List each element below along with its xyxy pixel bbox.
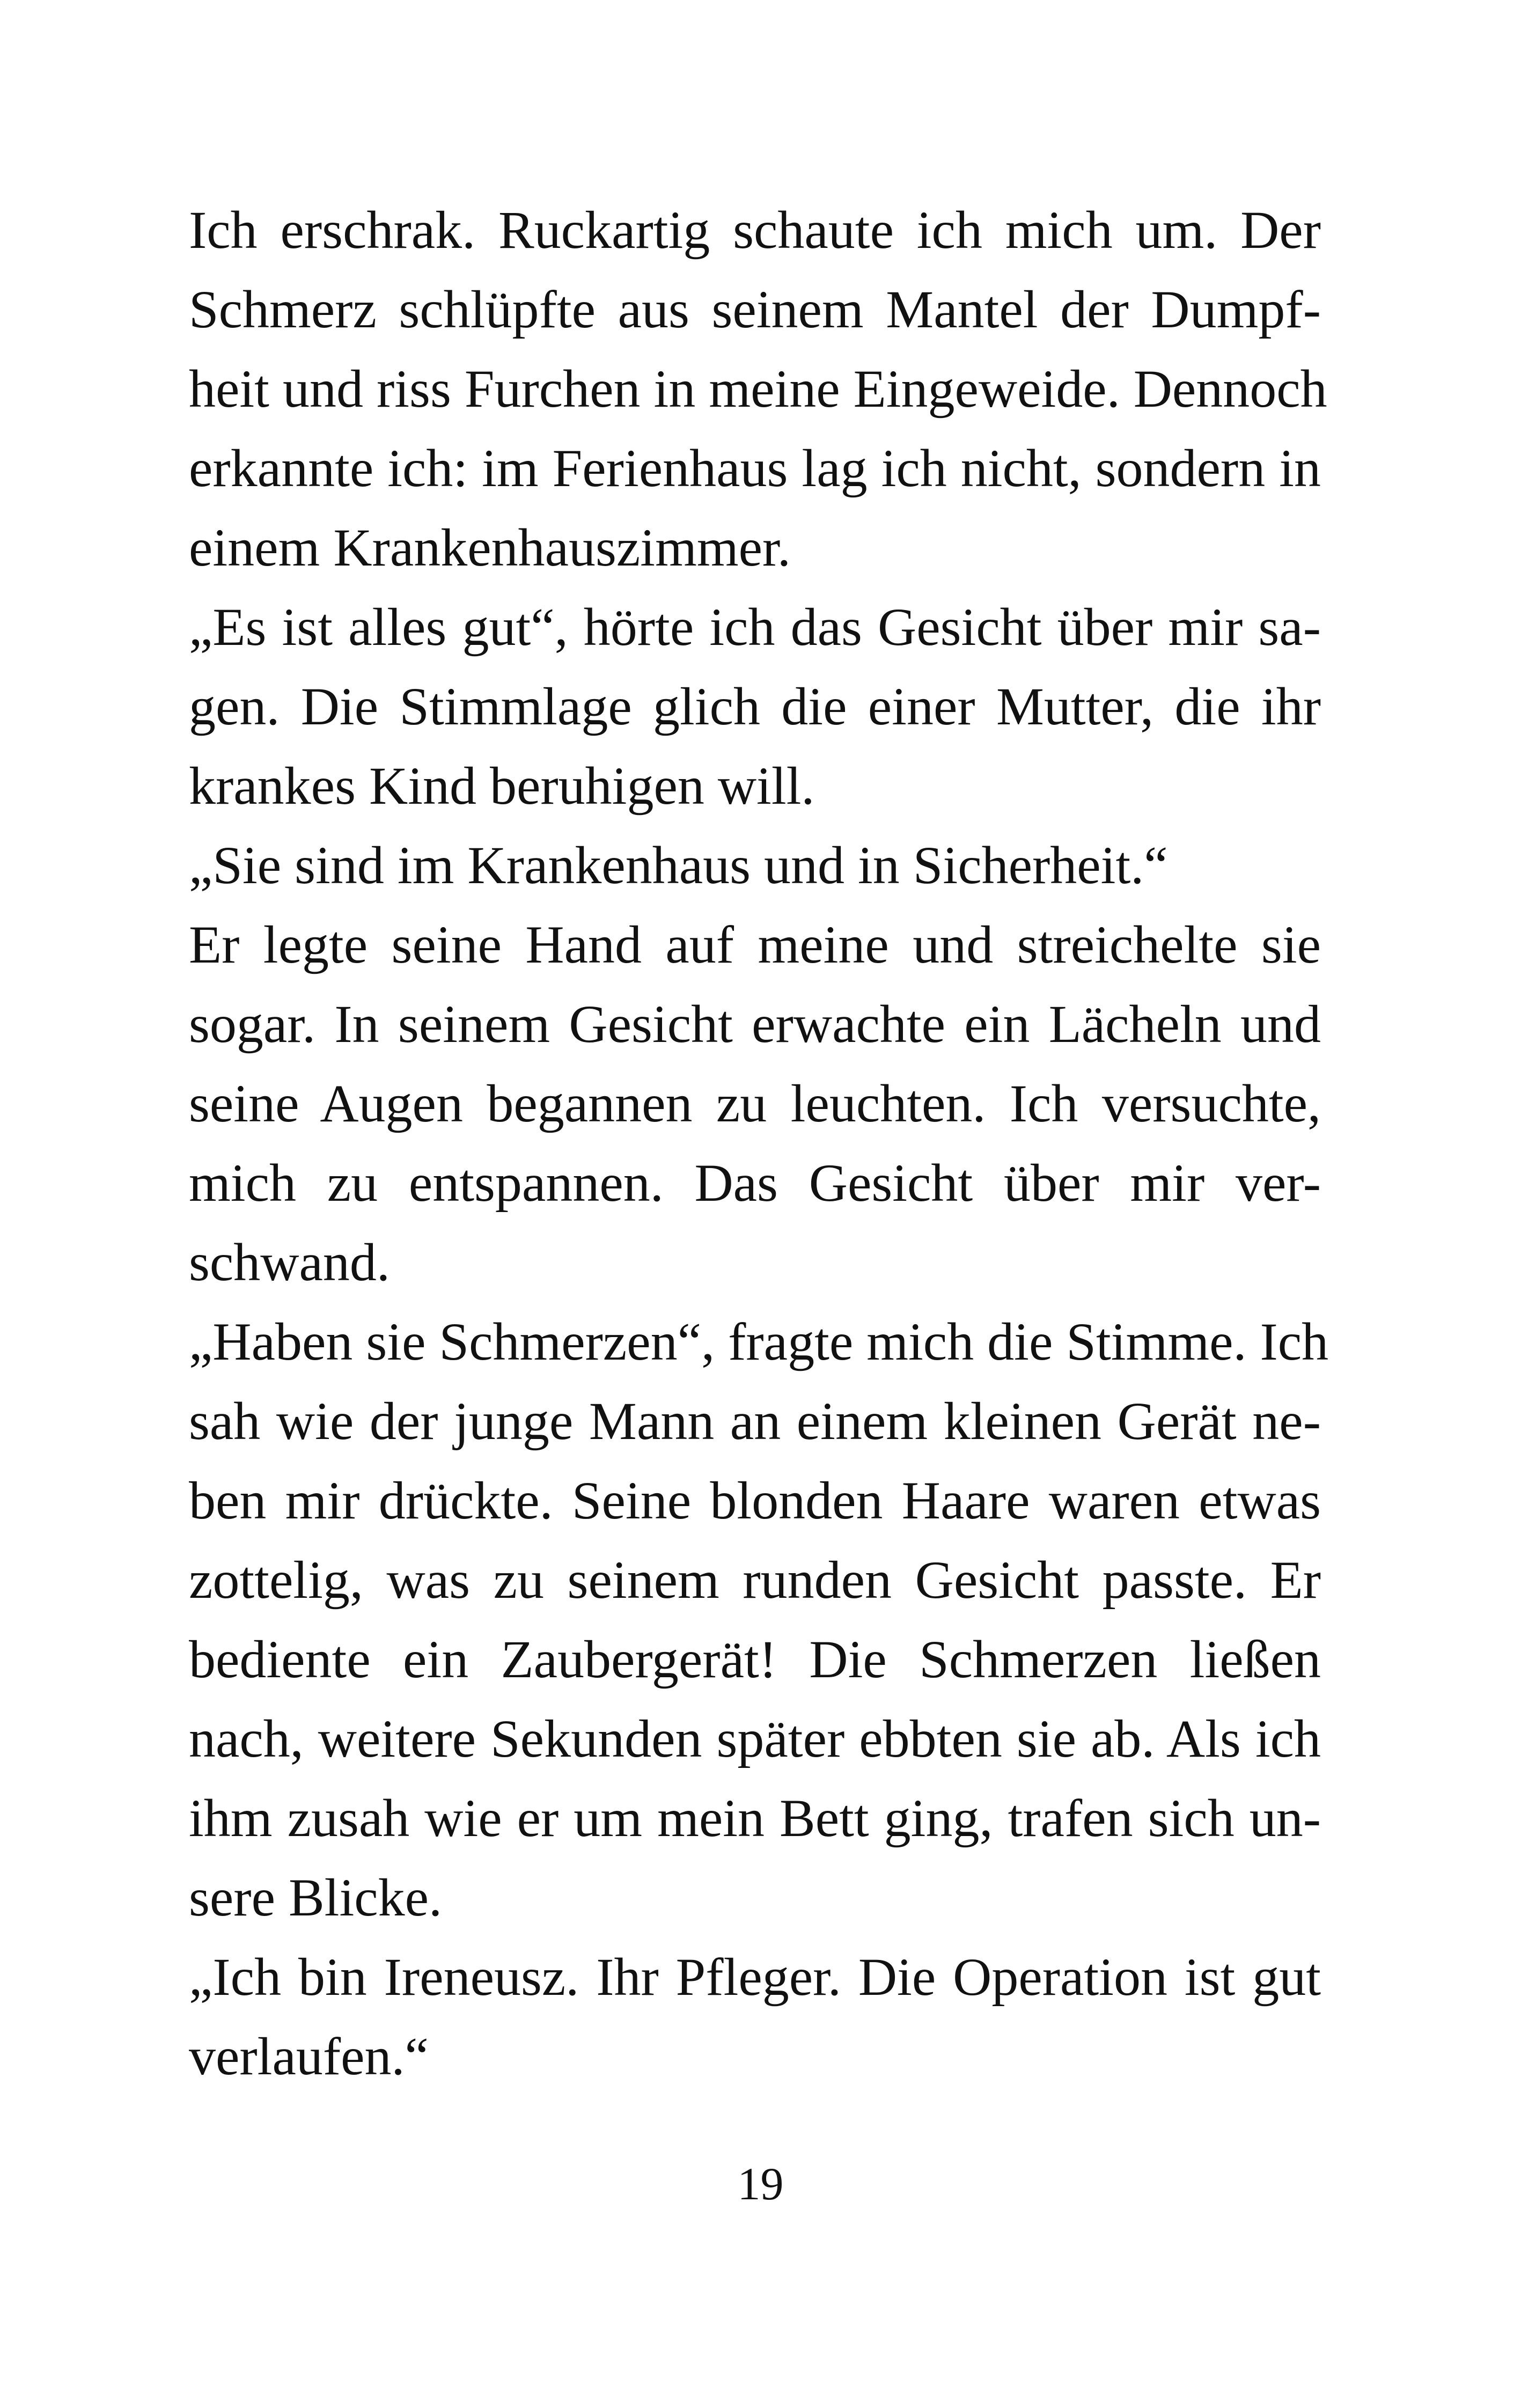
text-line: ihm zusah wie er um mein Bett ging, trafen sich un- (189, 1788, 1321, 1848)
text-line: „Haben sie Schmerzen“, fragte mich die Stimme. Ich (189, 1312, 1329, 1371)
text-line: sere Blicke. (189, 1868, 443, 1927)
text-line: Ich erschrak. Ruckartig schaute ich mich um. Der (189, 200, 1321, 260)
page-number: 19 (737, 2158, 784, 2209)
text-line: Schmerz schlüpfte aus seinem Mantel der Dumpf- (189, 280, 1321, 339)
text-line: sah wie der junge Mann an einem kleinen Gerät ne- (189, 1391, 1321, 1451)
text-line: seine Augen begannen zu leuchten. Ich versuchte, (189, 1074, 1321, 1133)
text-line: erkannte ich: im Ferienhaus lag ich nicht, sondern in (189, 438, 1321, 498)
text-line: „Sie sind im Krankenhaus und in Sicherheit.“ (189, 835, 1168, 895)
text-line: schwand. (189, 1232, 390, 1292)
text-line: „Es ist alles gut“, hörte ich das Gesicht über mir sa- (189, 597, 1321, 657)
text-line: sogar. In seinem Gesicht erwachte ein Lächeln und (189, 994, 1321, 1054)
text-line: verlaufen.“ (189, 2027, 429, 2086)
text-line: Er legte seine Hand auf meine und streichelte sie (189, 915, 1321, 974)
text-line: krankes Kind beruhigen will. (189, 756, 815, 816)
text-line: „Ich bin Ireneusz. Ihr Pfleger. Die Operation ist gut (189, 1947, 1321, 2007)
text-line: nach, weitere Sekunden später ebbten sie ab. Als ich (189, 1709, 1321, 1768)
text-line: ben mir drückte. Seine blonden Haare waren etwas (189, 1471, 1321, 1530)
text-line: einem Krankenhauszimmer. (189, 518, 791, 577)
body-text (189, 190, 1329, 2096)
text-line: bediente ein Zaubergerät! Die Schmerzen ließen (189, 1629, 1321, 1689)
text-line: mich zu entspannen. Das Gesicht über mir ver- (189, 1153, 1321, 1213)
text-line: zottelig, was zu seinem runden Gesicht passte. Er (189, 1550, 1321, 1610)
text-line: heit und riss Furchen in meine Eingeweide. Dennoch (189, 359, 1327, 419)
text-line: gen. Die Stimmlage glich die einer Mutter, die ihr (189, 677, 1321, 736)
